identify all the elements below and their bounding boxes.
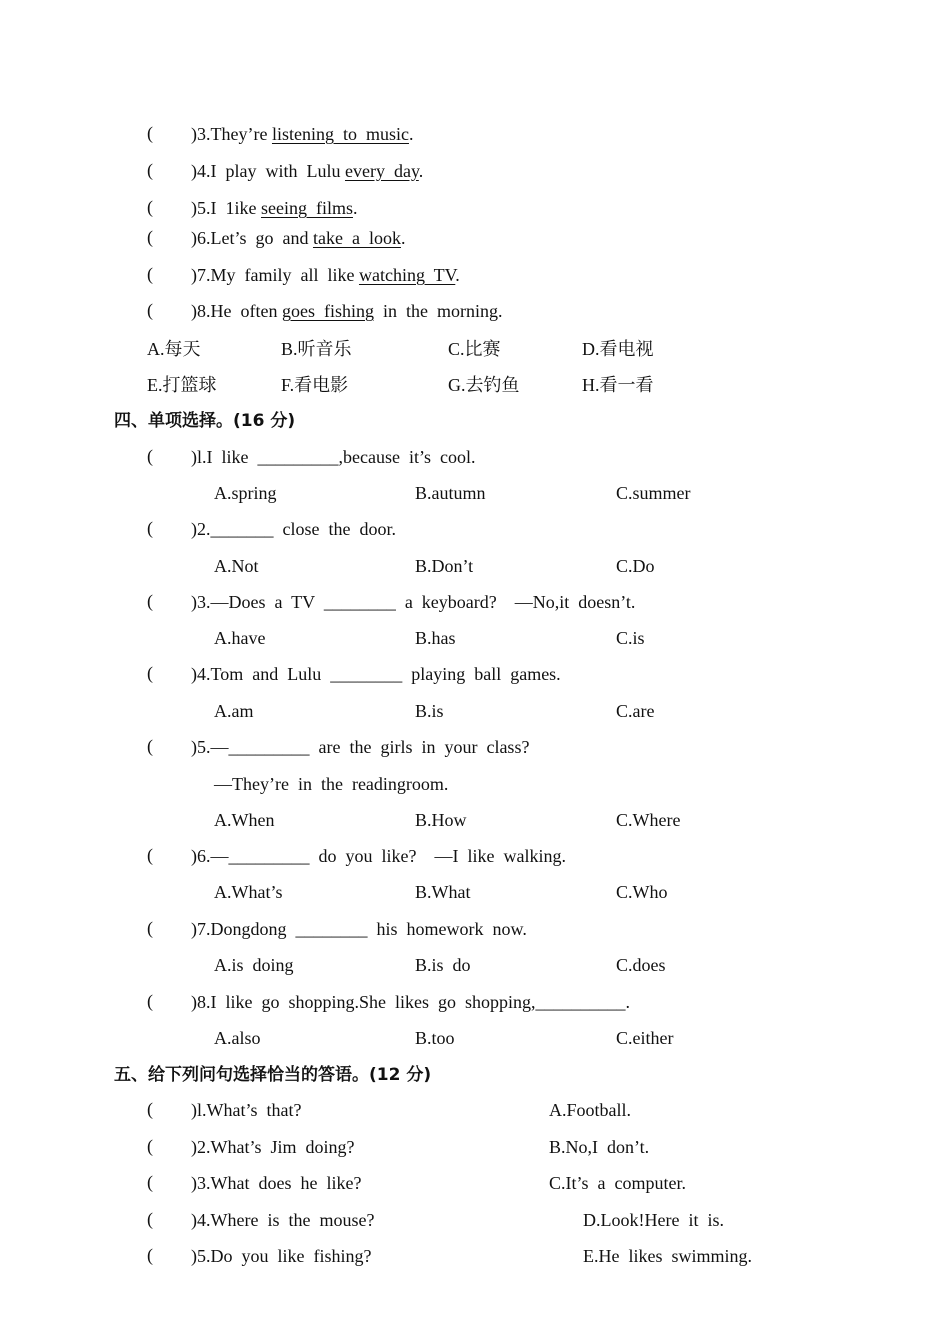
- s4-q7-option-c: C.does: [616, 955, 666, 975]
- s4-q4-text: )4.Tom and Lulu ________ playing ball games.: [191, 664, 561, 684]
- answer-paren[interactable]: (: [147, 197, 153, 217]
- s4-q1-option-c: C.summer: [616, 483, 691, 503]
- s4-q1-option-a: A.spring: [214, 483, 277, 503]
- s4-q3-option-c: C.is: [616, 628, 645, 648]
- answer-paren[interactable]: (: [147, 1172, 153, 1192]
- answer-paren[interactable]: (: [147, 518, 153, 538]
- section5-heading: 五、给下列问句选择恰当的答语。(12 分): [114, 1065, 432, 1085]
- s4-q4-option-c: C.are: [616, 701, 655, 721]
- answer-paren[interactable]: (: [147, 300, 153, 320]
- section4-heading: 四、单项选择。(16 分): [114, 411, 296, 431]
- s4-q6-option-b: B.What: [415, 882, 471, 902]
- s5-answer-b: B.No,I don’t.: [549, 1137, 650, 1157]
- item-text: )8.He often goes fishing in the morning.: [191, 301, 503, 321]
- s5-question-4: )4.Where is the mouse?: [191, 1210, 375, 1230]
- option-h: H.看一看: [582, 375, 654, 395]
- option-d: D.看电视: [582, 339, 654, 359]
- s4-q5-option-a: A.When: [214, 810, 275, 830]
- s4-q5-option-c: C.Where: [616, 810, 681, 830]
- s4-q1-option-b: B.autumn: [415, 483, 486, 503]
- answer-paren[interactable]: (: [147, 160, 153, 180]
- s4-q6-text: )6.—_________ do you like? —I like walking.: [191, 846, 566, 866]
- answer-paren[interactable]: (: [147, 1136, 153, 1156]
- s5-answer-a: A.Football.: [549, 1100, 632, 1120]
- s4-q8-option-c: C.either: [616, 1028, 674, 1048]
- answer-paren[interactable]: (: [147, 264, 153, 284]
- answer-paren[interactable]: (: [147, 123, 153, 143]
- s4-q8-option-a: A.also: [214, 1028, 261, 1048]
- s5-question-5: )5.Do you like fishing?: [191, 1246, 372, 1266]
- s5-question-2: )2.What’s Jim doing?: [191, 1137, 355, 1157]
- option-g: G.去钓鱼: [448, 375, 520, 395]
- s5-question-3: )3.What does he like?: [191, 1173, 362, 1193]
- answer-paren[interactable]: (: [147, 446, 153, 466]
- answer-paren[interactable]: (: [147, 1209, 153, 1229]
- answer-paren[interactable]: (: [147, 1099, 153, 1119]
- s4-q6-option-a: A.What’s: [214, 882, 283, 902]
- option-a: A.每天: [147, 339, 201, 359]
- answer-paren[interactable]: (: [147, 736, 153, 756]
- option-e: E.打篮球: [147, 375, 217, 395]
- option-c: C.比赛: [448, 339, 501, 359]
- item-text: )4.I play with Lulu every day.: [191, 161, 424, 181]
- s4-q2-option-c: C.Do: [616, 556, 655, 576]
- s4-q7-text: )7.Dongdong ________ his homework now.: [191, 919, 527, 939]
- s4-q1-text: )l.I like _________,because it’s cool.: [191, 447, 476, 467]
- s4-q5-option-b: B.How: [415, 810, 467, 830]
- s4-q7-option-b: B.is do: [415, 955, 471, 975]
- s5-question-1: )l.What’s that?: [191, 1100, 302, 1120]
- item-text: )3.They’re listening to music.: [191, 124, 414, 144]
- option-b: B.听音乐: [281, 339, 352, 359]
- answer-paren[interactable]: (: [147, 1245, 153, 1265]
- s5-answer-c: C.It’s a computer.: [549, 1173, 686, 1193]
- answer-paren[interactable]: (: [147, 845, 153, 865]
- s4-q2-option-a: A.Not: [214, 556, 259, 576]
- option-f: F.看电影: [281, 375, 349, 395]
- s4-q2-text: )2._______ close the door.: [191, 519, 396, 539]
- s4-q3-option-a: A.have: [214, 628, 266, 648]
- answer-paren[interactable]: (: [147, 227, 153, 247]
- s4-q3-option-b: B.has: [415, 628, 456, 648]
- s4-q8-option-b: B.too: [415, 1028, 455, 1048]
- s4-q4-option-b: B.is: [415, 701, 444, 721]
- item-text: )7.My family all like watching TV.: [191, 265, 460, 285]
- s4-q4-option-a: A.am: [214, 701, 254, 721]
- item-text: )6.Let’s go and take a look.: [191, 228, 406, 248]
- s5-answer-e: E.He likes swimming.: [583, 1246, 752, 1266]
- s4-q7-option-a: A.is doing: [214, 955, 294, 975]
- s4-q2-option-b: B.Don’t: [415, 556, 474, 576]
- answer-paren[interactable]: (: [147, 591, 153, 611]
- s4-q5-text: )5.—_________ are the girls in your class?: [191, 737, 530, 757]
- s4-q5-text2: —They’re in the readingroom.: [214, 774, 449, 794]
- s5-answer-d: D.Look!Here it is.: [583, 1210, 724, 1230]
- item-text: )5.I 1ike seeing films.: [191, 198, 358, 218]
- answer-paren[interactable]: (: [147, 918, 153, 938]
- s4-q6-option-c: C.Who: [616, 882, 668, 902]
- s4-q3-text: )3.—Does a TV ________ a keyboard? —No,it doesn’t.: [191, 592, 636, 612]
- s4-q8-text: )8.I like go shopping.She likes go shopping,__________.: [191, 992, 630, 1012]
- answer-paren[interactable]: (: [147, 663, 153, 683]
- answer-paren[interactable]: (: [147, 991, 153, 1011]
